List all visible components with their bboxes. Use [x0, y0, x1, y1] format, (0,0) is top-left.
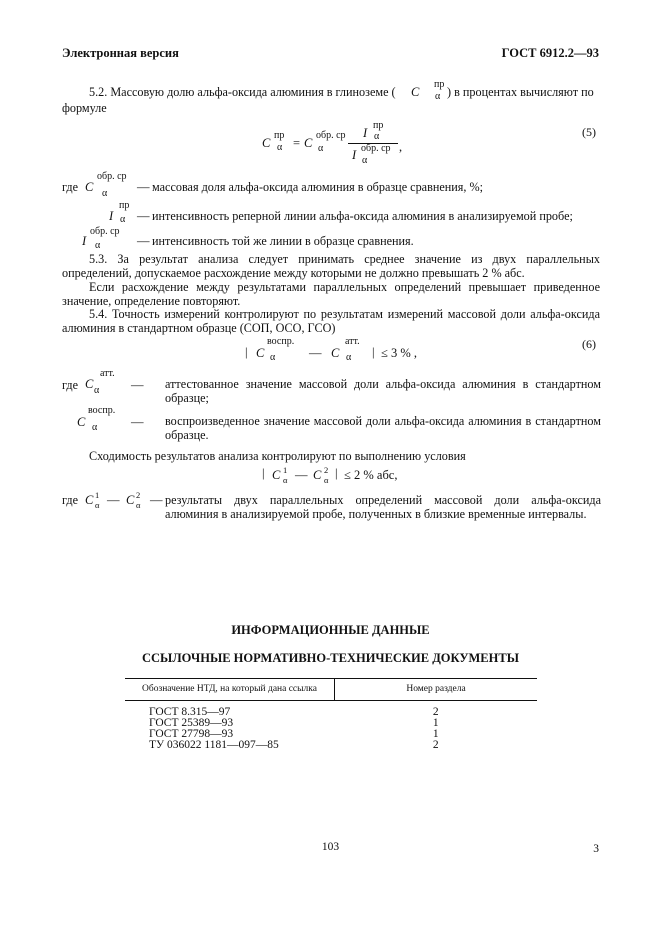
f6-c-vospr: C [256, 346, 265, 360]
paragraph-5-3: 5.3. За результат анализа следует принимать среднее значение из двух параллельных определений, допускаемое расхождение между которыми не должно превышать 2 % абс. [62, 252, 600, 280]
header-left: Электронная версия [62, 46, 179, 60]
def5-0-sup: обр. ср [97, 171, 127, 182]
f6-vospr-sub: α [270, 352, 276, 363]
def6-1-sup: воспр. [88, 405, 116, 416]
f5-denominator-i: I [352, 148, 357, 162]
f5-number: (5) [582, 125, 596, 139]
def7-c1-sup: 1 [95, 490, 100, 500]
page-number-center: 103 [321, 841, 340, 853]
def6-1-sym: C [77, 415, 86, 429]
f5-numerator-i: I [363, 126, 368, 140]
f5-c-left: C [262, 136, 271, 150]
references-header-section: Номер раздела [335, 679, 538, 701]
def5-2-text: интенсивность той же линии в образце сравнения. [152, 234, 414, 248]
p52-line1-after: ) в процентах вычисляют по [447, 85, 594, 99]
f5-numerator-sub: α [374, 131, 380, 142]
info-title: ИНФОРМАЦИОННЫЕ ДАННЫЕ [231, 623, 430, 637]
refs-title: ССЫЛОЧНЫЕ НОРМАТИВНО-ТЕХНИЧЕСКИЕ ДОКУМЕНТЫ [142, 651, 519, 665]
f7-bar-right: | [335, 466, 338, 480]
header-right: ГОСТ 6912.2—93 [501, 46, 599, 60]
def7-c2-sub: α [136, 500, 141, 510]
f6-minus: — [309, 346, 322, 360]
references-table-header [125, 679, 537, 701]
def5-1-dash: — [137, 209, 150, 223]
f5-denominator-sub: α [362, 155, 368, 166]
def5-0-dash: — [137, 180, 150, 194]
def5-1-sub: α [120, 214, 126, 225]
def7-c1: C [85, 493, 94, 507]
table-row [125, 701, 537, 719]
table-cell-section: 1 [432, 717, 439, 729]
def6-1-dash: — [131, 415, 144, 429]
page-number-right: 3 [593, 843, 599, 855]
p52-symbol: C [411, 85, 420, 99]
def6-0-sub: α [94, 385, 100, 396]
f5-equals: = [293, 136, 301, 150]
f7-c1-sup: 1 [283, 465, 288, 475]
f7-relation: ≤ 2 % абс, [344, 468, 398, 482]
f6-number: (6) [582, 337, 596, 351]
f7-c2: C [313, 468, 322, 482]
f7-minus: — [295, 468, 308, 482]
def7-c2-sup: 2 [136, 490, 141, 500]
f5-denominator-sup: обр. ср [361, 143, 391, 154]
def6-0-dash: — [131, 378, 144, 392]
def5-2-sup: обр. ср [90, 226, 120, 237]
f7-c1-sub: α [283, 475, 288, 485]
p52-sup: пр [434, 79, 445, 90]
f7-c1: C [272, 468, 281, 482]
f7-c2-sup: 2 [324, 465, 329, 475]
def5-1-sym: I [109, 209, 114, 223]
def7-c1-sub: α [95, 500, 100, 510]
references-header-designation: Обозначение НТД, на который дана ссылка [125, 679, 335, 701]
def5-1-text: интенсивность реперной линии альфа-оксида алюминия в анализируемой пробе; [152, 209, 573, 223]
f5-c-left-sup: пр [274, 130, 285, 141]
p52-sub: α [435, 91, 441, 102]
def7-minus: — [107, 493, 120, 507]
def7-c2: C [126, 493, 135, 507]
convergence-text: Сходимость результатов анализа контролируют по выполнению условия [89, 449, 466, 463]
def6-0-sym: C [85, 377, 94, 391]
paragraph-5-3b: Если расхождение между результатами параллельных определений превышает приведенное значение, определение повторяют. [62, 280, 600, 308]
def6-1-text: воспроизведенное значение массовой доли альфа-оксида алюминия в стандартном образце. [165, 414, 601, 442]
f6-att-sub: α [346, 352, 352, 363]
p52-line1-before: 5.2. Массовую долю альфа-оксида алюминия в глиноземе ( [89, 85, 396, 99]
def6-0-text: аттестованное значение массовой доли альфа-оксида алюминия в стандартном образце; [165, 377, 601, 405]
f5-c-right-sup: обр. ср [316, 130, 346, 141]
references-table [125, 678, 537, 751]
def5-2-sym: I [82, 234, 87, 248]
table-cell-section: 1 [432, 728, 439, 740]
f5-c-right: C [304, 136, 313, 150]
def5-0-sym: C [85, 180, 94, 194]
f7-c2-sub: α [324, 475, 329, 485]
def5-lead: где [62, 180, 79, 194]
table-cell-section: 2 [432, 739, 439, 751]
f6-att-sup: атт. [345, 336, 360, 347]
p52-line2: формуле [62, 101, 107, 115]
f5-numerator-sup: пр [373, 120, 384, 131]
f6-vospr-sup: воспр. [267, 336, 295, 347]
def5-1-sup: пр [119, 200, 130, 211]
table-cell-designation: ГОСТ 8.315—97 [149, 706, 231, 718]
f6-c-att: C [331, 346, 340, 360]
f5-c-right-sub: α [318, 143, 324, 154]
table-cell-designation: ГОСТ 25389—93 [149, 717, 234, 729]
table-cell-designation: ТУ 036022 1181—097—85 [149, 739, 279, 751]
def5-2-dash: — [137, 234, 150, 248]
f5-c-left-sub: α [277, 142, 283, 153]
f6-relation: ≤ 3 % , [381, 346, 418, 360]
f6-bar-left: | [245, 345, 248, 359]
f5-comma: , [399, 140, 403, 154]
def7-lead: где [62, 493, 79, 507]
def7-text: результаты двух параллельных определений массовой доли альфа-оксида алюминия в анализируемой пробе, полученных в близкие временные интервалы. [165, 493, 601, 521]
def5-0-text: массовая доля альфа-оксида алюминия в образце сравнения, %; [152, 180, 484, 194]
def6-0-sup: атт. [100, 368, 115, 379]
f7-bar-left: | [262, 466, 265, 480]
table-cell-section: 2 [432, 706, 439, 718]
def6-1-sub: α [92, 422, 98, 433]
paragraph-5-4: 5.4. Точность измерений контролируют по результатам измерений массовой доли альфа-оксида алюминия в стандартном образце (СОП, ОСО, ГСО) [62, 307, 600, 335]
f6-bar-right: | [372, 345, 375, 359]
def5-0-sub: α [102, 188, 108, 199]
table-row [125, 740, 537, 751]
def6-lead: где [62, 378, 79, 392]
def5-2-sub: α [95, 240, 101, 251]
table-cell-designation: ГОСТ 27798—93 [149, 728, 234, 740]
def7-dash: — [150, 493, 163, 507]
